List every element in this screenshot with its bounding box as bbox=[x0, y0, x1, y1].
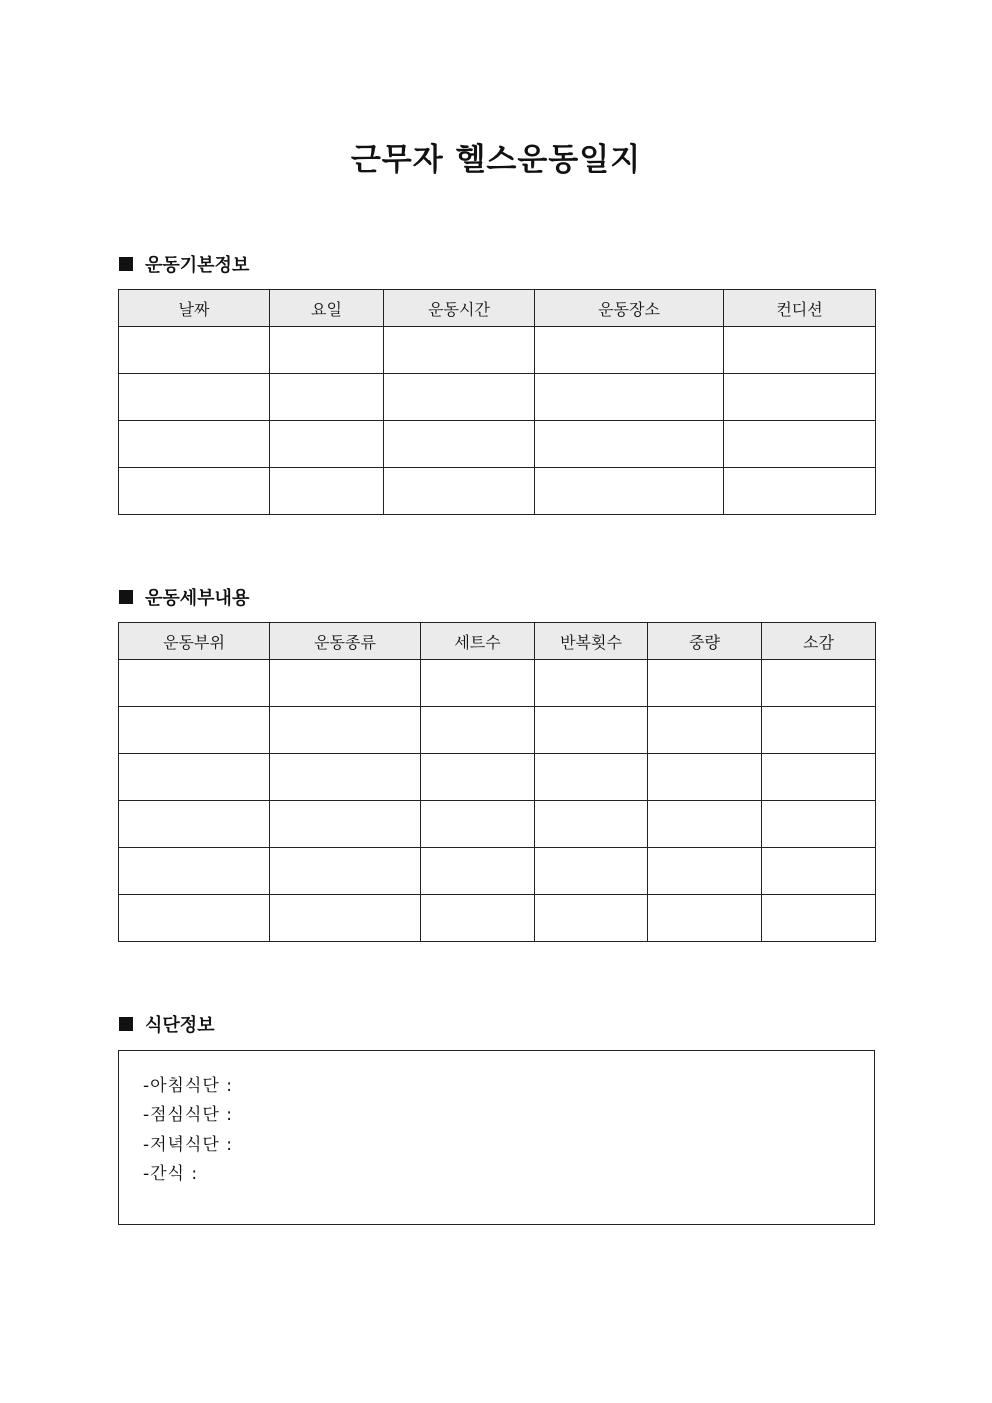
table-cell[interactable] bbox=[535, 707, 648, 754]
table-cell[interactable] bbox=[384, 421, 535, 468]
table-cell[interactable] bbox=[762, 660, 876, 707]
section-diet-heading-label: 식단정보 bbox=[145, 1015, 215, 1036]
column-header-condition: 컨디션 bbox=[724, 290, 876, 327]
column-header-exercise-place: 운동장소 bbox=[535, 290, 724, 327]
table-cell[interactable] bbox=[270, 895, 421, 942]
diet-line-breakfast: -아침식단 : bbox=[143, 1076, 233, 1096]
table-cell[interactable] bbox=[270, 660, 421, 707]
column-header-reps: 반복횟수 bbox=[535, 623, 648, 660]
table-cell[interactable] bbox=[421, 660, 535, 707]
table-cell[interactable] bbox=[648, 801, 762, 848]
page-title: 근무자 헬스운동일지 bbox=[350, 142, 642, 178]
table-header-row bbox=[119, 623, 876, 660]
table-row bbox=[119, 327, 876, 374]
basic-info-table bbox=[118, 289, 876, 515]
section-basic-heading bbox=[119, 252, 249, 276]
table-row bbox=[119, 421, 876, 468]
table-cell[interactable] bbox=[648, 707, 762, 754]
table-row bbox=[119, 374, 876, 421]
table-cell[interactable] bbox=[762, 801, 876, 848]
section-detail-heading bbox=[119, 585, 249, 609]
table-cell[interactable] bbox=[535, 421, 724, 468]
table-cell[interactable] bbox=[384, 327, 535, 374]
table-cell[interactable] bbox=[648, 895, 762, 942]
table-cell[interactable] bbox=[724, 374, 876, 421]
table-cell[interactable] bbox=[270, 754, 421, 801]
column-header-exercise-type: 운동종류 bbox=[270, 623, 421, 660]
table-row bbox=[119, 895, 876, 942]
column-header-weekday: 요일 bbox=[270, 290, 384, 327]
table-cell[interactable] bbox=[270, 374, 384, 421]
diet-info-box[interactable] bbox=[118, 1050, 875, 1225]
table-cell[interactable] bbox=[535, 374, 724, 421]
table-cell[interactable] bbox=[119, 468, 270, 515]
column-header-body-part: 운동부위 bbox=[119, 623, 270, 660]
table-cell[interactable] bbox=[270, 801, 421, 848]
square-bullet-icon bbox=[119, 1017, 133, 1031]
table-cell[interactable] bbox=[762, 848, 876, 895]
table-cell[interactable] bbox=[762, 754, 876, 801]
column-header-sets: 세트수 bbox=[421, 623, 535, 660]
table-row bbox=[119, 468, 876, 515]
table-row bbox=[119, 754, 876, 801]
table-cell[interactable] bbox=[384, 468, 535, 515]
table-cell[interactable] bbox=[535, 754, 648, 801]
table-cell[interactable] bbox=[270, 848, 421, 895]
table-cell[interactable] bbox=[648, 660, 762, 707]
table-cell[interactable] bbox=[535, 895, 648, 942]
square-bullet-icon bbox=[119, 590, 133, 604]
table-cell[interactable] bbox=[270, 327, 384, 374]
column-header-date: 날짜 bbox=[119, 290, 270, 327]
table-cell[interactable] bbox=[648, 754, 762, 801]
table-cell[interactable] bbox=[421, 801, 535, 848]
table-cell[interactable] bbox=[724, 468, 876, 515]
table-cell[interactable] bbox=[119, 660, 270, 707]
table-cell[interactable] bbox=[119, 374, 270, 421]
table-cell[interactable] bbox=[724, 327, 876, 374]
table-cell[interactable] bbox=[384, 374, 535, 421]
table-cell[interactable] bbox=[270, 468, 384, 515]
table-cell[interactable] bbox=[762, 895, 876, 942]
table-header-row bbox=[119, 290, 876, 327]
square-bullet-icon bbox=[119, 257, 133, 271]
table-cell[interactable] bbox=[421, 754, 535, 801]
table-cell[interactable] bbox=[421, 895, 535, 942]
column-header-exercise-time: 운동시간 bbox=[384, 290, 535, 327]
table-cell[interactable] bbox=[535, 801, 648, 848]
table-cell[interactable] bbox=[421, 848, 535, 895]
table-cell[interactable] bbox=[119, 327, 270, 374]
diet-line-lunch: -점심식단 : bbox=[143, 1105, 233, 1125]
table-cell[interactable] bbox=[421, 707, 535, 754]
table-cell[interactable] bbox=[119, 421, 270, 468]
table-cell[interactable] bbox=[762, 707, 876, 754]
table-cell[interactable] bbox=[535, 468, 724, 515]
table-row bbox=[119, 660, 876, 707]
section-detail-heading-label: 운동세부내용 bbox=[145, 588, 250, 609]
table-cell[interactable] bbox=[119, 707, 270, 754]
table-row bbox=[119, 801, 876, 848]
table-cell[interactable] bbox=[648, 848, 762, 895]
diet-line-dinner: -저녁식단 : bbox=[143, 1135, 233, 1155]
table-cell[interactable] bbox=[535, 660, 648, 707]
column-header-impression: 소감 bbox=[762, 623, 876, 660]
section-basic-heading-label: 운동기본정보 bbox=[145, 255, 250, 276]
table-cell[interactable] bbox=[119, 895, 270, 942]
table-row bbox=[119, 707, 876, 754]
table-cell[interactable] bbox=[119, 754, 270, 801]
table-cell[interactable] bbox=[119, 848, 270, 895]
table-cell[interactable] bbox=[119, 801, 270, 848]
table-cell[interactable] bbox=[535, 327, 724, 374]
diet-line-snack: -간식 : bbox=[143, 1164, 199, 1184]
table-cell[interactable] bbox=[535, 848, 648, 895]
section-diet-heading bbox=[119, 1012, 215, 1036]
column-header-weight: 중량 bbox=[648, 623, 762, 660]
table-cell[interactable] bbox=[270, 421, 384, 468]
table-cell[interactable] bbox=[724, 421, 876, 468]
exercise-detail-table bbox=[118, 622, 876, 942]
table-row bbox=[119, 848, 876, 895]
table-cell[interactable] bbox=[270, 707, 421, 754]
